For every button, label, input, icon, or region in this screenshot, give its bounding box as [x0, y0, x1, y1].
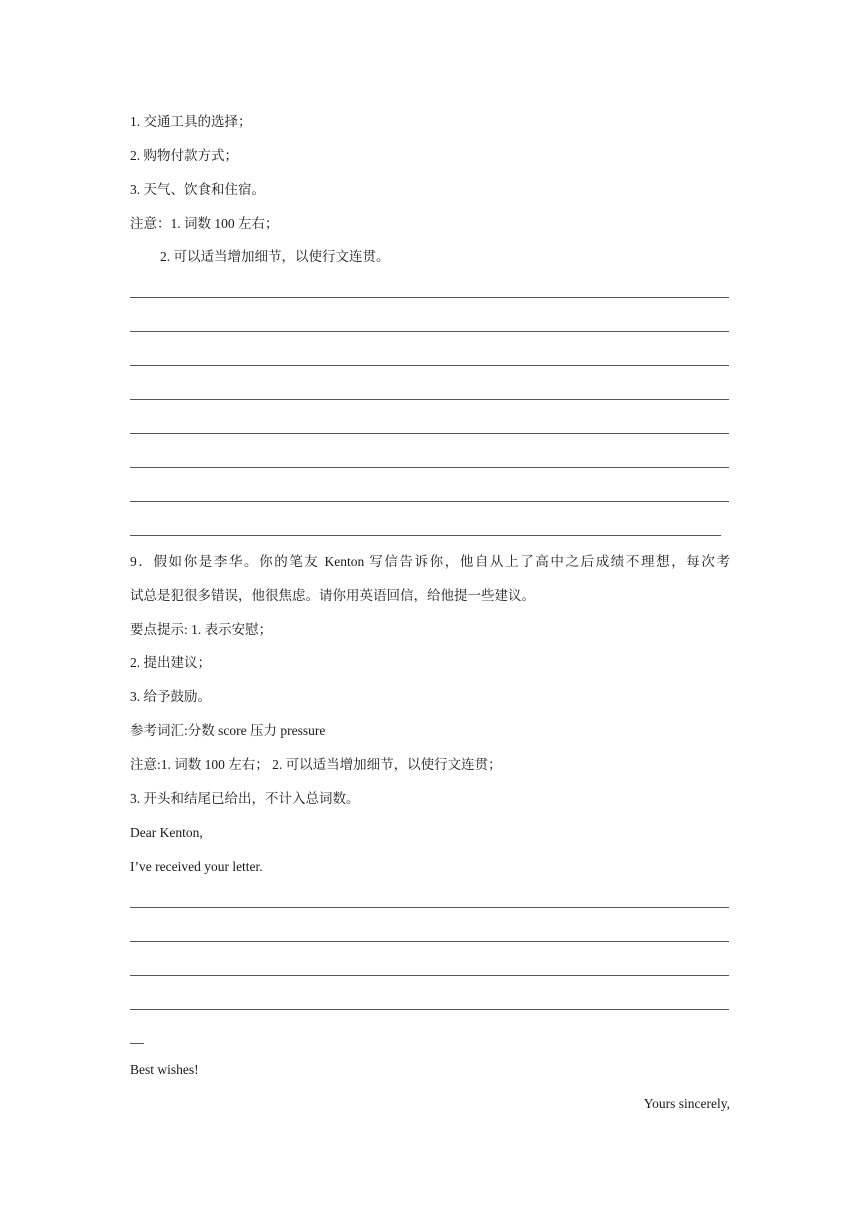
- letter-closing: Best wishes!: [130, 1062, 199, 1077]
- answer-line[interactable]: [130, 501, 729, 502]
- letter-salutation: Dear Kenton,: [130, 825, 203, 840]
- task9-point-3: 3. 给予鼓励。: [130, 689, 211, 704]
- task8-note-2: 2. 可以适当增加细节，以使行文连贯。: [160, 249, 390, 264]
- task9-vocab: 参考词汇:分数 score 压力 pressure: [130, 723, 326, 738]
- task8-note-1: 注意：1. 词数 100 左右；: [130, 216, 279, 231]
- task8-point-3: 3. 天气、饮食和住宿。: [130, 182, 265, 197]
- task8-point-2: 2. 购物付款方式；: [130, 148, 238, 163]
- answer-line[interactable]: [130, 365, 729, 366]
- answer-line[interactable]: [130, 467, 729, 468]
- answer-line[interactable]: [130, 941, 729, 942]
- answer-line[interactable]: [130, 331, 729, 332]
- task9-prompt-line-1: 9．假如你是李华。你的笔友 Kenton 写信告诉你，他自从上了高中之后成绩不理想，每次考: [130, 554, 730, 569]
- answer-line[interactable]: [130, 907, 729, 908]
- answer-line[interactable]: [130, 975, 729, 976]
- task9-point-2: 2. 提出建议；: [130, 655, 211, 670]
- answer-line[interactable]: [130, 399, 729, 400]
- answer-line[interactable]: [130, 297, 729, 298]
- answer-line[interactable]: [130, 1043, 144, 1044]
- task8-point-1: 1. 交通工具的选择；: [130, 114, 252, 129]
- answer-line[interactable]: [130, 1009, 729, 1010]
- task9-key-points: 要点提示: 1. 表示安慰；: [130, 622, 273, 637]
- task9-notes: 注意:1. 词数 100 左右； 2. 可以适当增加细节，以使行文连贯；: [130, 757, 502, 772]
- answer-line[interactable]: [130, 433, 729, 434]
- letter-opening: I’ve received your letter.: [130, 859, 263, 874]
- letter-signoff: Yours sincerely,: [643, 1096, 730, 1111]
- task9-prompt-line-2: 试总是犯很多错误，他很焦虑。请你用英语回信，给他提一些建议。: [130, 588, 535, 603]
- task9-note-3: 3. 开头和结尾已给出，不计入总词数。: [130, 791, 360, 806]
- answer-line[interactable]: [130, 535, 721, 536]
